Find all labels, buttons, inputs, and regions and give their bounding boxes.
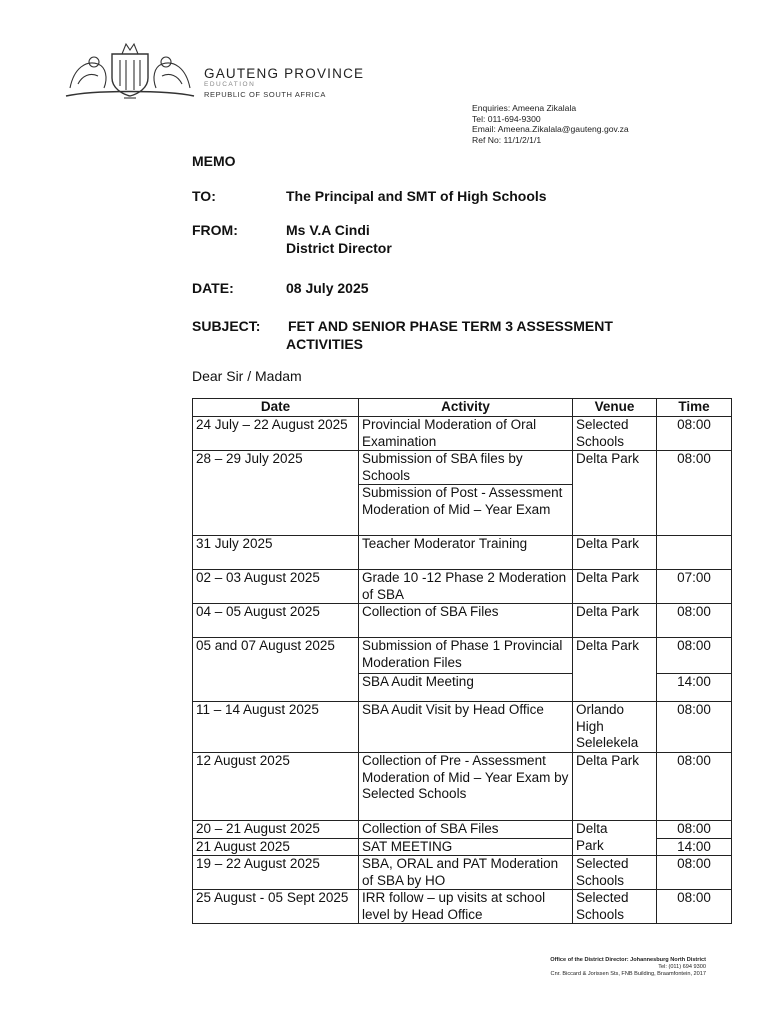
cell-time: 08:00 <box>657 638 732 674</box>
cell-venue: Orlando High Selelekela <box>573 702 657 753</box>
cell-venue: Park <box>573 838 657 856</box>
cell-time: 08:00 <box>657 890 732 924</box>
to-label: TO: <box>192 188 216 204</box>
cell-date: 05 and 07 August 2025 <box>193 638 359 702</box>
cell-venue: Selected Schools <box>573 417 657 451</box>
cell-time: 08:00 <box>657 702 732 753</box>
cell-activity: Submission of SBA files by Schools <box>359 451 573 485</box>
department-name: EDUCATION <box>204 81 256 88</box>
from-name: Ms V.A Cindi <box>286 222 370 238</box>
date-value: 08 July 2025 <box>286 280 369 296</box>
cell-time: 08:00 <box>657 821 732 839</box>
cell-venue: Delta <box>573 821 657 839</box>
cell-date: 28 – 29 July 2025 <box>193 451 359 536</box>
cell-activity: SAT MEETING <box>359 838 573 856</box>
cell-time <box>657 536 732 570</box>
enquiries-email: Email: Ameena.Zikalala@gauteng.gov.za <box>472 124 629 134</box>
table-row <box>193 838 732 856</box>
table-row <box>193 536 732 570</box>
cell-time: 14:00 <box>657 674 732 702</box>
table-row <box>193 753 732 821</box>
enquiries-tel: Tel: 011-694-9300 <box>472 113 541 124</box>
header-activity: Activity <box>359 399 573 417</box>
cell-date: 20 – 21 August 2025 <box>193 821 359 839</box>
cell-activity: Collection of SBA Files <box>359 821 573 839</box>
to-value: The Principal and SMT of High Schools <box>286 188 547 204</box>
date-label: DATE: <box>192 280 234 296</box>
cell-venue: Delta Park <box>573 638 657 702</box>
cell-activity: Grade 10 -12 Phase 2 Moderation of SBA <box>359 570 573 604</box>
header-time: Time <box>657 399 732 417</box>
cell-venue: Selected Schools <box>573 856 657 890</box>
cell-activity: SBA Audit Meeting <box>359 674 573 702</box>
cell-activity: SBA, ORAL and PAT Moderation of SBA by HO <box>359 856 573 890</box>
table-row <box>193 417 732 451</box>
salutation: Dear Sir / Madam <box>192 368 302 384</box>
cell-activity: Submission of Phase 1 Provincial Moderation Files <box>359 638 573 674</box>
cell-time: 07:00 <box>657 570 732 604</box>
table-row <box>193 821 732 839</box>
cell-time: 08:00 <box>657 856 732 890</box>
cell-activity: Collection of Pre - Assessment Moderation of Mid – Year Exam by Selected Schools <box>359 753 573 821</box>
footer-address: Cnr. Biccard & Jorissen Sts, FNB Building, Braamfontein, 2017 <box>550 971 706 978</box>
enquiries-name: Enquiries: Ameena Zikalala <box>472 103 577 113</box>
header-date: Date <box>193 399 359 417</box>
office-footer <box>550 957 706 979</box>
cell-venue: Delta Park <box>573 604 657 638</box>
cell-date: 25 August - 05 Sept 2025 <box>193 890 359 924</box>
subject-line-1: FET AND SENIOR PHASE TERM 3 ASSESSMENT <box>288 318 613 334</box>
table-row <box>193 451 732 485</box>
cell-venue: Delta Park <box>573 570 657 604</box>
table-row <box>193 856 732 890</box>
subject-label: SUBJECT: <box>192 318 261 334</box>
enquiries-block <box>472 103 629 145</box>
cell-date: 12 August 2025 <box>193 753 359 821</box>
from-title: District Director <box>286 240 392 256</box>
cell-time: 08:00 <box>657 451 732 536</box>
cell-date: 11 – 14 August 2025 <box>193 702 359 753</box>
table-header-row <box>193 399 732 417</box>
enquiries-ref: Ref No: 11/1/2/1/1 <box>472 134 542 145</box>
province-name: GAUTENG PROVINCE <box>204 66 365 81</box>
cell-venue: Delta Park <box>573 753 657 821</box>
cell-date: 02 – 03 August 2025 <box>193 570 359 604</box>
from-value <box>286 221 392 257</box>
cell-time: 08:00 <box>657 753 732 821</box>
from-label: FROM: <box>192 222 238 238</box>
cell-activity: Collection of SBA Files <box>359 604 573 638</box>
assessment-schedule-table <box>192 398 732 924</box>
header-venue: Venue <box>573 399 657 417</box>
footer-office: Office of the District Director: Johannesburg North District <box>550 957 706 963</box>
cell-time: 08:00 <box>657 417 732 451</box>
table-row <box>193 890 732 924</box>
cell-venue: Selected Schools <box>573 890 657 924</box>
cell-date: 21 August 2025 <box>193 838 359 856</box>
cell-venue: Delta Park <box>573 536 657 570</box>
table-row <box>193 570 732 604</box>
cell-activity: Provincial Moderation of Oral Examination <box>359 417 573 451</box>
subject-line-2: ACTIVITIES <box>286 336 364 352</box>
footer-tel: Tel: (011) 694 9300 <box>658 964 706 971</box>
gauteng-coat-of-arms-icon <box>64 38 196 102</box>
table-row <box>193 604 732 638</box>
cell-date: 19 – 22 August 2025 <box>193 856 359 890</box>
table-row <box>193 702 732 753</box>
memo-heading: MEMO <box>192 153 236 169</box>
country-name: REPUBLIC OF SOUTH AFRICA <box>204 90 326 99</box>
cell-activity: SBA Audit Visit by Head Office <box>359 702 573 753</box>
cell-date: 31 July 2025 <box>193 536 359 570</box>
cell-time: 14:00 <box>657 838 732 856</box>
cell-date: 04 – 05 August 2025 <box>193 604 359 638</box>
cell-activity: Submission of Post - Assessment Moderation of Mid – Year Exam <box>359 485 573 536</box>
cell-time: 08:00 <box>657 604 732 638</box>
cell-activity: Teacher Moderator Training <box>359 536 573 570</box>
table-row <box>193 638 732 674</box>
cell-date: 24 July – 22 August 2025 <box>193 417 359 451</box>
cell-activity: IRR follow – up visits at school level by Head Office <box>359 890 573 924</box>
cell-venue: Delta Park <box>573 451 657 536</box>
subject-value <box>286 317 613 353</box>
